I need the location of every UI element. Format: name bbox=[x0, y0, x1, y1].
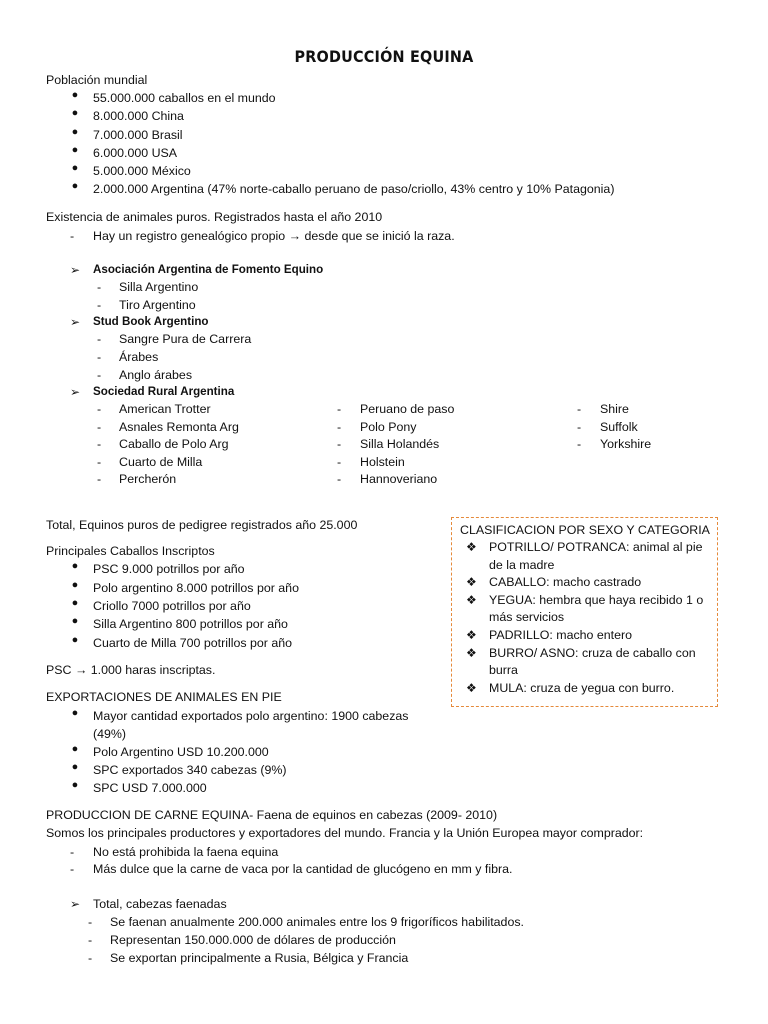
list-item: 7.000.000 Brasil bbox=[93, 128, 183, 142]
list-item: Mayor cantidad exportados polo argentino: 1900 cabezas bbox=[93, 709, 409, 723]
arrow-right-icon: → bbox=[74, 663, 88, 677]
list-item: Representan 150.000.000 de dólares de producción bbox=[110, 933, 396, 947]
association-name: Asociación Argentina de Fomento Equino bbox=[93, 263, 324, 276]
list-item: Hannoveriano bbox=[360, 472, 438, 486]
dash-marker: - bbox=[97, 368, 102, 382]
list-item: Tiro Argentino bbox=[119, 298, 196, 312]
dash-marker: - bbox=[97, 437, 102, 451]
list-item-continuation: (49%) bbox=[93, 727, 127, 741]
list-item: 8.000.000 China bbox=[93, 109, 184, 123]
diamond-bullet-icon: ❖ bbox=[466, 628, 477, 642]
list-item: 2.000.000 Argentina (47% norte-caballo peruano de paso/criollo, 43% centro y 10% Patagonia) bbox=[93, 182, 615, 196]
list-item-continuation: de la madre bbox=[489, 558, 555, 572]
dash-marker: - bbox=[577, 420, 582, 434]
existencia-heading: Existencia de animales puros. Registrados hasta el año 2010 bbox=[46, 210, 383, 224]
list-item-continuation: más servicios bbox=[489, 610, 565, 624]
dash-marker: - bbox=[337, 437, 342, 451]
dash-marker: - bbox=[88, 915, 93, 929]
list-item: Percherón bbox=[119, 472, 177, 486]
list-item: Polo Argentino USD 10.200.000 bbox=[93, 745, 269, 759]
list-item: Sangre Pura de Carrera bbox=[119, 332, 252, 346]
dash-marker: - bbox=[97, 455, 102, 469]
list-item: Silla Argentino bbox=[119, 280, 199, 294]
bullet-icon: ● bbox=[71, 779, 79, 791]
bullet-icon: ● bbox=[71, 761, 79, 773]
dash-marker: - bbox=[337, 402, 342, 416]
list-item: Caballo de Polo Arg bbox=[119, 437, 229, 451]
arrowhead-bullet-icon: ➢ bbox=[70, 315, 81, 329]
bullet-icon: ● bbox=[71, 707, 79, 719]
list-item: Yorkshire bbox=[600, 437, 652, 451]
list-item: 6.000.000 USA bbox=[93, 146, 178, 160]
list-item: CABALLO: macho castrado bbox=[489, 575, 642, 589]
dash-marker: - bbox=[97, 280, 102, 294]
list-item-text: Hay un registro genealógico propio bbox=[93, 229, 286, 243]
bullet-icon: ● bbox=[71, 89, 79, 101]
dash-marker: - bbox=[337, 420, 342, 434]
list-item: Se exportan principalmente a Rusia, Bélgica y Francia bbox=[110, 951, 409, 965]
bullet-icon: ● bbox=[71, 743, 79, 755]
total-pedigree-text: Total, Equinos puros de pedigree registrados año 25.000 bbox=[46, 518, 358, 532]
dash-marker: - bbox=[577, 402, 582, 416]
list-item: Asnales Remonta Arg bbox=[119, 420, 239, 434]
list-item: BURRO/ ASNO: cruza de caballo con bbox=[489, 646, 696, 660]
list-item: SPC exportados 340 cabezas (9%) bbox=[93, 763, 287, 777]
list-item: PSC 9.000 potrillos por año bbox=[93, 562, 245, 576]
poblacion-heading: Población mundial bbox=[46, 73, 148, 87]
dash-marker: - bbox=[70, 845, 75, 859]
diamond-bullet-icon: ❖ bbox=[466, 540, 477, 554]
arrow-right-icon: → bbox=[288, 229, 302, 243]
dash-marker: - bbox=[577, 437, 582, 451]
bullet-icon: ● bbox=[71, 615, 79, 627]
bullet-icon: ● bbox=[71, 162, 79, 174]
principales-heading: Principales Caballos Inscriptos bbox=[46, 544, 215, 558]
dash-marker: - bbox=[97, 420, 102, 434]
dash-marker: - bbox=[97, 350, 102, 364]
arrowhead-bullet-icon: ➢ bbox=[70, 385, 81, 399]
list-item: Shire bbox=[600, 402, 629, 416]
list-item: Árabes bbox=[119, 350, 159, 364]
diamond-bullet-icon: ❖ bbox=[466, 575, 477, 589]
list-item: MULA: cruza de yegua con burro. bbox=[489, 681, 675, 695]
list-item: SPC USD 7.000.000 bbox=[93, 781, 207, 795]
list-item: Polo Pony bbox=[360, 420, 417, 434]
bullet-icon: ● bbox=[71, 597, 79, 609]
total-faenadas-heading: Total, cabezas faenadas bbox=[93, 897, 227, 911]
list-item: YEGUA: hembra que haya recibido 1 o bbox=[489, 593, 704, 607]
dash-marker: - bbox=[70, 862, 75, 876]
dash-marker: - bbox=[70, 229, 75, 243]
dash-marker: - bbox=[337, 455, 342, 469]
list-item: 55.000.000 caballos en el mundo bbox=[93, 91, 276, 105]
bullet-icon: ● bbox=[71, 579, 79, 591]
list-item: POTRILLO/ POTRANCA: animal al pie bbox=[489, 540, 703, 554]
dash-marker: - bbox=[97, 332, 102, 346]
association-name: Stud Book Argentino bbox=[93, 315, 209, 328]
dash-marker: - bbox=[337, 472, 342, 486]
list-item: Peruano de paso bbox=[360, 402, 455, 416]
diamond-bullet-icon: ❖ bbox=[466, 646, 477, 660]
bullet-icon: ● bbox=[71, 107, 79, 119]
diamond-bullet-icon: ❖ bbox=[466, 593, 477, 607]
list-item: Cuarto de Milla 700 potrillos por año bbox=[93, 636, 293, 650]
dash-marker: - bbox=[88, 933, 93, 947]
list-item: Silla Holandés bbox=[360, 437, 440, 451]
bullet-icon: ● bbox=[71, 180, 79, 192]
list-item: American Trotter bbox=[119, 402, 211, 416]
association-name: Sociedad Rural Argentina bbox=[93, 385, 235, 398]
psc-haras-text bbox=[46, 661, 215, 679]
bullet-icon: ● bbox=[71, 126, 79, 138]
list-item: PADRILLO: macho entero bbox=[489, 628, 633, 642]
clasificacion-heading: CLASIFICACION POR SEXO Y CATEGORIA bbox=[460, 523, 710, 537]
carne-intro: Somos los principales productores y exportadores del mundo. Francia y la Unión Europea mayor comprador: bbox=[46, 826, 644, 840]
list-item: Polo argentino 8.000 potrillos por año bbox=[93, 581, 299, 595]
list-item: Anglo árabes bbox=[119, 368, 193, 382]
exportaciones-heading: EXPORTACIONES DE ANIMALES EN PIE bbox=[46, 690, 282, 704]
list-item: Criollo 7000 potrillos por año bbox=[93, 599, 251, 613]
list-item: Se faenan anualmente 200.000 animales entre los 9 frigoríficos habilitados. bbox=[110, 915, 524, 929]
list-item: No está prohibida la faena equina bbox=[93, 845, 279, 859]
list-item: Silla Argentino 800 potrillos por año bbox=[93, 617, 288, 631]
page-title: PRODUCCIÓN EQUINA bbox=[294, 47, 474, 66]
arrowhead-bullet-icon: ➢ bbox=[70, 263, 81, 277]
bullet-icon: ● bbox=[71, 144, 79, 156]
psc-value: 1.000 haras inscriptas. bbox=[90, 663, 216, 677]
list-item: 5.000.000 México bbox=[93, 164, 191, 178]
bullet-icon: ● bbox=[71, 634, 79, 646]
list-item: Holstein bbox=[360, 455, 405, 469]
carne-heading: PRODUCCION DE CARNE EQUINA- Faena de equinos en cabezas (2009- 2010) bbox=[46, 808, 498, 822]
dash-marker: - bbox=[97, 402, 102, 416]
list-item: Más dulce que la carne de vaca por la cantidad de glucógeno en mm y fibra. bbox=[93, 862, 513, 876]
list-item bbox=[93, 227, 455, 245]
psc-label: PSC bbox=[46, 663, 72, 677]
dash-marker: - bbox=[97, 298, 102, 312]
dash-marker: - bbox=[97, 472, 102, 486]
bullet-icon: ● bbox=[71, 560, 79, 572]
diamond-bullet-icon: ❖ bbox=[466, 681, 477, 695]
list-item-text: desde que se inició la raza. bbox=[304, 229, 455, 243]
list-item-continuation: burra bbox=[489, 663, 518, 677]
dash-marker: - bbox=[88, 951, 93, 965]
arrowhead-bullet-icon: ➢ bbox=[70, 897, 81, 911]
list-item: Suffolk bbox=[600, 420, 638, 434]
list-item: Cuarto de Milla bbox=[119, 455, 203, 469]
